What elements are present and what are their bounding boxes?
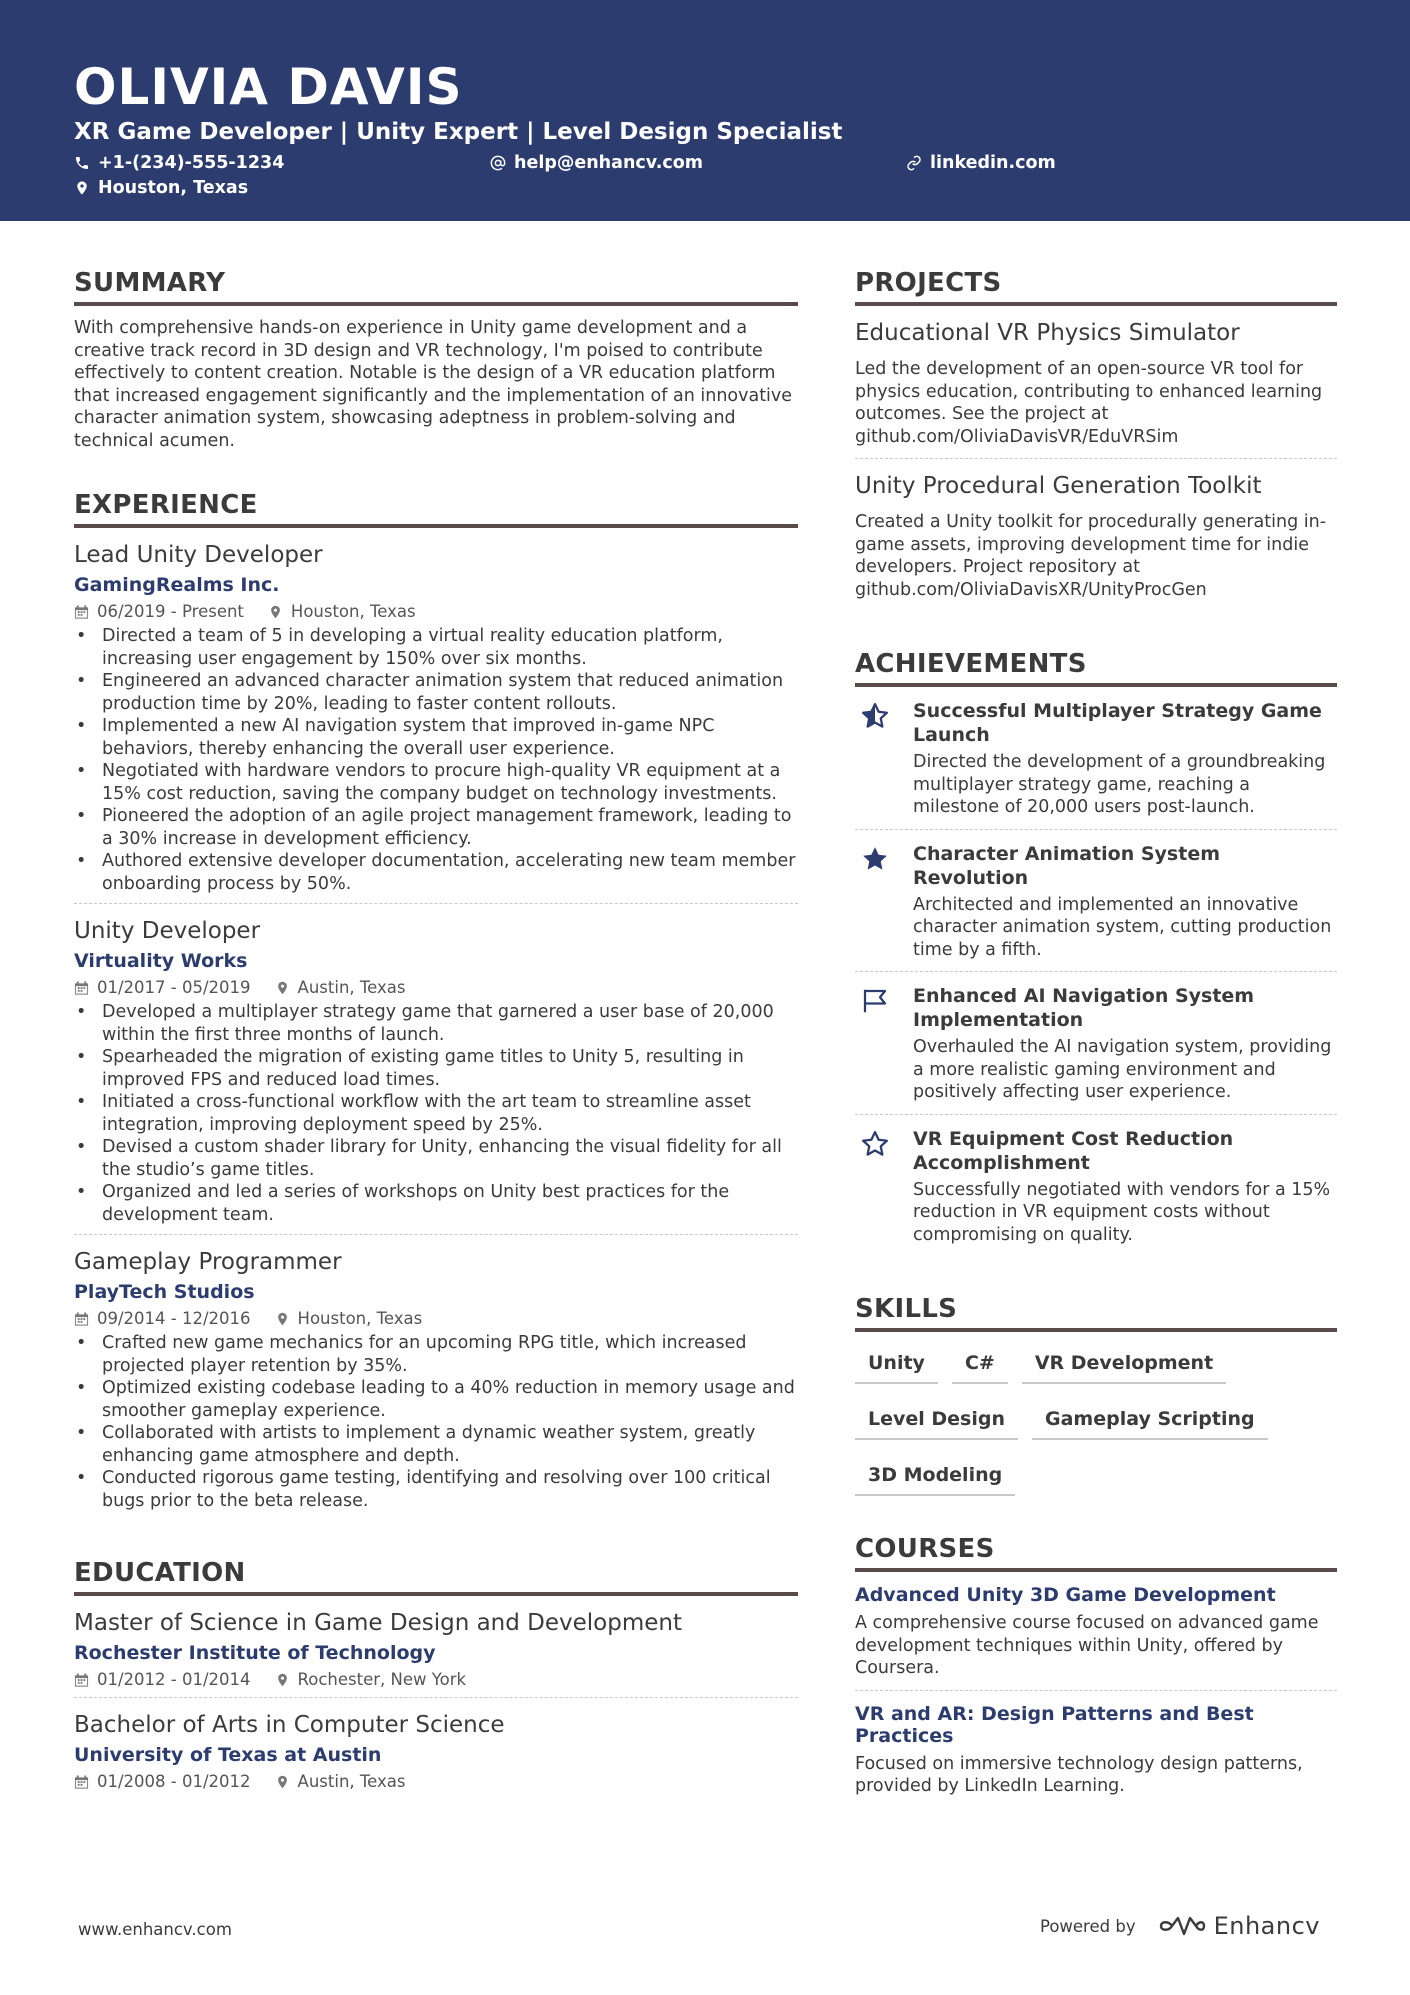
right-column — [855, 268, 1337, 1846]
section-title: EDUCATION — [74, 1558, 798, 1596]
project-description: Created a Unity toolkit for procedurally generating in-game assets, improving development time for indie developers. Project repository at github.com/OliviaDavisXR/UnityProcGen — [855, 512, 1327, 600]
section-title: ACHIEVEMENTS — [855, 649, 1337, 687]
job-dates: 06/2019 - Present — [97, 602, 244, 621]
education-dates: 01/2012 - 01/2014 — [97, 1670, 251, 1689]
calendar-icon — [74, 604, 89, 620]
school-name: Rochester Institute of Technology — [74, 1642, 436, 1664]
job-title: Unity Developer — [74, 918, 261, 944]
bullet-item: • Conducted rigorous game testing, identifying and resolving over 100 critical bugs prior to the beta release. — [74, 1467, 798, 1512]
achievement-entry — [855, 830, 1337, 973]
school-name: University of Texas at Austin — [74, 1744, 382, 1766]
skill-tag: Unity — [855, 1348, 938, 1384]
summary-text: With comprehensive hands-on experience in Unity game development and a creative track record in 3D design and VR technology, I'm poised to contribute effectively to content creation. Notable is the design of a VR education platform that increased engagement significantly and the implementation of an innovative character animation system, showcasing adeptness in problem-solving and technical acumen. — [74, 318, 793, 451]
brand-logo[interactable] — [1158, 1912, 1320, 1940]
bullet-item: • Pioneered the adoption of an agile project management framework, leading to a 30% increase in development efficiency. — [74, 805, 798, 850]
job-location: Austin, Texas — [297, 978, 406, 997]
location-pin-icon — [275, 1774, 290, 1790]
contact-phone-text: +1-(234)-555-1234 — [98, 153, 285, 173]
calendar-icon — [74, 1311, 89, 1327]
job-location: Houston, Texas — [290, 602, 416, 621]
education-section — [74, 1558, 798, 1799]
project-entry — [855, 459, 1337, 611]
education-meta — [74, 1772, 798, 1791]
location-pin-icon — [275, 1672, 290, 1688]
section-title: COURSES — [855, 1534, 1337, 1572]
education-meta — [74, 1670, 798, 1689]
course-title: Advanced Unity 3D Game Development — [855, 1584, 1276, 1606]
bullet-item: • Spearheaded the migration of existing game titles to Unity 5, resulting in improved FPS and reduced load times. — [74, 1046, 798, 1091]
company-name: GamingRealms Inc. — [74, 574, 280, 596]
job-entry — [74, 904, 798, 1235]
achievement-title: VR Equipment Cost Reduction Accomplishment — [913, 1127, 1234, 1174]
job-entry — [74, 1235, 798, 1520]
skills-list — [855, 1348, 1337, 1496]
job-meta — [74, 1309, 798, 1328]
course-title: VR and AR: Design Patterns and Best Practices — [855, 1702, 1254, 1747]
job-dates: 09/2014 - 12/2016 — [97, 1309, 251, 1328]
bullet-item: • Directed a team of 5 in developing a virtual reality education platform, increasing user engagement by 150% over six months. — [74, 625, 798, 670]
bullet-item: • Implemented a new AI navigation system that improved in-game NPC behaviors, thereby enhancing the overall user experience. — [74, 715, 798, 760]
bullet-item: • Authored extensive developer documentation, accelerating new team member onboarding process by 50%. — [74, 850, 798, 895]
degree-title: Bachelor of Arts in Computer Science — [74, 1712, 505, 1738]
summary-section — [74, 268, 798, 452]
job-meta — [74, 602, 798, 621]
contact-linkedin-text: linkedin.com — [930, 153, 1056, 173]
achievement-entry — [855, 687, 1337, 830]
skill-tag: Gameplay Scripting — [1032, 1404, 1268, 1440]
degree-title: Master of Science in Game Design and Development — [74, 1610, 683, 1636]
skill-tag: Level Design — [855, 1404, 1018, 1440]
skill-tag: 3D Modeling — [855, 1460, 1015, 1496]
footer-website[interactable]: www.enhancv.com — [78, 1920, 232, 1939]
achievement-description: Directed the development of a groundbreaking multiplayer strategy game, reaching a milestone of 20,000 users post-launch. — [913, 752, 1326, 817]
job-meta — [74, 978, 798, 997]
skill-tag: VR Development — [1022, 1348, 1226, 1384]
contact-location — [74, 178, 248, 198]
courses-section — [855, 1534, 1337, 1808]
course-description: Focused on immersive technology design patterns, provided by LinkedIn Learning. — [855, 1753, 1303, 1796]
bullet-item: • Developed a multiplayer strategy game that garnered a user base of 20,000 within the first three months of launch. — [74, 1001, 798, 1046]
flag-icon — [860, 986, 890, 1016]
section-title: SKILLS — [855, 1294, 1337, 1332]
education-location: Austin, Texas — [297, 1772, 406, 1791]
bullet-item: • Optimized existing codebase leading to a 40% reduction in memory usage and smoother gameplay experience. — [74, 1377, 798, 1422]
company-name: Virtuality Works — [74, 950, 248, 972]
phone-icon — [74, 155, 90, 171]
job-entry — [74, 528, 798, 904]
education-entry — [74, 1596, 798, 1698]
left-column — [74, 268, 798, 1837]
job-location: Houston, Texas — [297, 1309, 423, 1328]
location-pin-icon — [275, 1311, 290, 1327]
bullet-item: • Collaborated with artists to implement a dynamic weather system, greatly enhancing game atmosphere and depth. — [74, 1422, 798, 1467]
section-title: PROJECTS — [855, 268, 1337, 306]
contact-email[interactable] — [490, 153, 703, 173]
bullet-item: • Organized and led a series of workshops on Unity best practices for the development team. — [74, 1181, 798, 1226]
location-pin-icon — [268, 604, 283, 620]
footer-branding — [1040, 1912, 1320, 1940]
job-dates: 01/2017 - 05/2019 — [97, 978, 251, 997]
course-entry — [855, 1572, 1337, 1691]
star-outline-icon — [860, 1129, 890, 1159]
calendar-icon — [74, 1774, 89, 1790]
resume-header — [0, 0, 1410, 221]
section-title: SUMMARY — [74, 268, 798, 306]
project-title: Educational VR Physics Simulator — [855, 320, 1240, 346]
education-location: Rochester, New York — [297, 1670, 467, 1689]
contact-linkedin[interactable] — [906, 153, 1056, 173]
education-entry — [74, 1698, 798, 1799]
bullet-item: • Crafted new game mechanics for an upcoming RPG title, which increased projected player retention by 35%. — [74, 1332, 798, 1377]
achievement-entry — [855, 1115, 1337, 1257]
achievement-entry — [855, 972, 1337, 1115]
project-description: Led the development of an open-source VR tool for physics education, contributing to enhanced learning outcomes. See the project at github.com/OliviaDavisVR/EduVRSim — [855, 359, 1323, 447]
section-title: EXPERIENCE — [74, 490, 798, 528]
job-title: Lead Unity Developer — [74, 542, 323, 568]
contact-email-text: help@enhancv.com — [514, 153, 704, 173]
candidate-tagline: XR Game Developer | Unity Expert | Level Design Specialist — [74, 119, 843, 145]
star-half-icon — [860, 701, 890, 731]
powered-by-label: Powered by — [1039, 1916, 1136, 1936]
at-icon — [490, 155, 506, 171]
company-name: PlayTech Studios — [74, 1281, 255, 1303]
contact-phone[interactable] — [74, 153, 284, 173]
course-description: A comprehensive course focused on advanced game development techniques within Unity, offered by Coursera. — [855, 1613, 1319, 1678]
achievement-description: Overhauled the AI navigation system, providing a more realistic gaming environment and positively affecting user experience. — [913, 1037, 1332, 1102]
link-icon — [906, 155, 922, 171]
achievements-section — [855, 649, 1337, 1256]
achievement-title: Enhanced AI Navigation System Implementation — [913, 985, 1255, 1031]
calendar-icon — [74, 1672, 89, 1688]
bullet-item: • Engineered an advanced character animation system that reduced animation production time by 20%, leading to faster content rollouts. — [74, 670, 798, 715]
achievement-description: Successfully negotiated with vendors for a 15% reduction in VR equipment costs without compromising on quality. — [913, 1179, 1331, 1245]
achievement-title: Successful Multiplayer Strategy Game Launch — [913, 700, 1322, 746]
project-entry — [855, 306, 1337, 459]
bullet-item: • Initiated a cross-functional workflow with the art team to streamline asset integration, improving deployment speed by 25%. — [74, 1091, 798, 1136]
location-pin-icon — [275, 980, 290, 996]
job-bullets — [74, 1001, 798, 1226]
job-bullets — [74, 1332, 798, 1512]
skill-tag: C# — [952, 1348, 1008, 1384]
bullet-item: • Negotiated with hardware vendors to procure high-quality VR equipment at a 15% cost reduction, saving the company budget on technology investments. — [74, 760, 798, 805]
projects-section — [855, 268, 1337, 611]
candidate-name: OLIVIA DAVIS — [74, 58, 463, 116]
contact-location-text: Houston, Texas — [98, 178, 249, 198]
brand-name: Enhancv — [1213, 1912, 1320, 1940]
skills-section — [855, 1294, 1337, 1496]
course-entry — [855, 1691, 1337, 1808]
enhancv-logo-icon — [1158, 1913, 1206, 1939]
location-pin-icon — [74, 180, 90, 196]
star-filled-icon — [860, 844, 890, 874]
education-dates: 01/2008 - 01/2012 — [97, 1772, 251, 1791]
achievement-title: Character Animation System Revolution — [913, 842, 1220, 889]
job-title: Gameplay Programmer — [74, 1249, 342, 1275]
calendar-icon — [74, 980, 89, 996]
bullet-item: • Devised a custom shader library for Unity, enhancing the visual fidelity for all the studio’s game titles. — [74, 1136, 798, 1181]
job-bullets — [74, 625, 798, 895]
project-title: Unity Procedural Generation Toolkit — [855, 473, 1262, 499]
achievement-description: Architected and implemented an innovative character animation system, cutting production time by a fifth. — [913, 894, 1332, 960]
experience-section — [74, 490, 798, 1520]
